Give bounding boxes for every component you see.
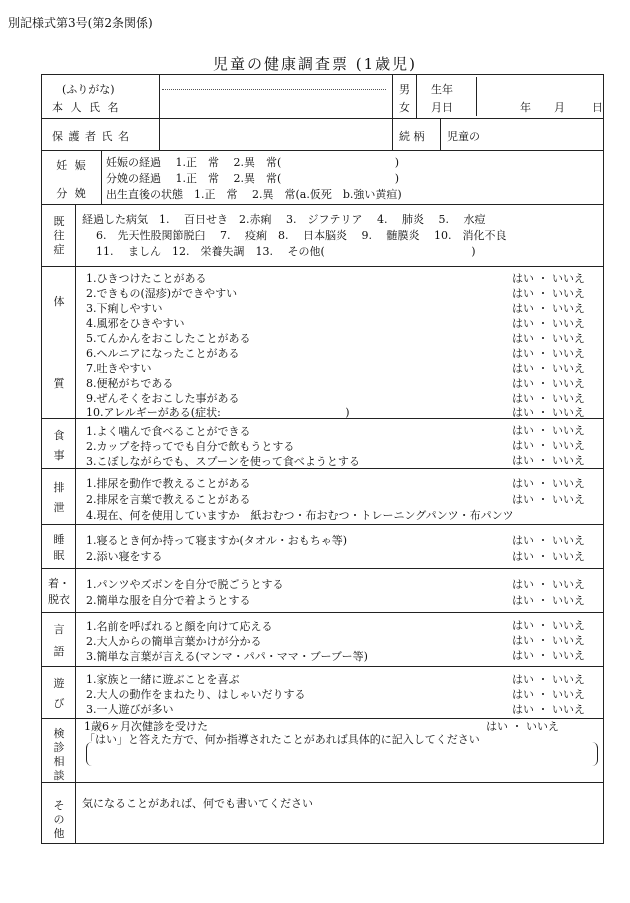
question-item: 1.家族と一緒に遊ぶことを喜ぶ bbox=[86, 673, 240, 686]
yes-no-choice[interactable]: はい ・ いいえ bbox=[512, 703, 585, 716]
checkup-label-4: 談 bbox=[53, 769, 65, 782]
diaper-question[interactable]: 4.現在、何を使用していますか 紙おむつ・布おむつ・トレーニングパンツ・布パンツ bbox=[86, 509, 514, 522]
other-label-3: 他 bbox=[53, 827, 65, 840]
section-excretion bbox=[42, 469, 603, 525]
guardian-name-field[interactable] bbox=[159, 119, 392, 150]
yes-no-choice[interactable]: はい ・ いいえ bbox=[512, 362, 585, 375]
question-item: 7.吐きやすい bbox=[86, 362, 152, 375]
question-item: 1.寝るとき何か持って寝ますか(タオル・おもちゃ等) bbox=[86, 534, 348, 547]
history-label-2: 往 bbox=[53, 229, 65, 242]
yes-no-choice[interactable]: はい ・ いいえ bbox=[486, 720, 559, 733]
yes-no-choice[interactable]: はい ・ いいえ bbox=[512, 392, 585, 405]
constitution-label-1: 体 bbox=[53, 295, 65, 308]
checkup-label-3: 相 bbox=[53, 755, 65, 768]
yes-no-choice[interactable]: はい ・ いいえ bbox=[512, 377, 585, 390]
language-label-2: 語 bbox=[53, 645, 65, 658]
question-item: 8.便秘がちである bbox=[86, 377, 174, 390]
sex-female[interactable]: 女 bbox=[399, 101, 410, 114]
relation-value: 児童の bbox=[447, 130, 480, 143]
play-label-2: び bbox=[53, 697, 65, 710]
other-instruction: 気になることがあれば、何でも書いてください bbox=[82, 797, 313, 810]
section-language bbox=[42, 613, 603, 667]
yes-no-choice[interactable]: はい ・ いいえ bbox=[512, 688, 585, 701]
month-label: 月 bbox=[554, 101, 565, 114]
yes-no-choice[interactable]: はい ・ いいえ bbox=[512, 649, 585, 662]
question-item: 3.こぼしながらでも、スプーンを使って食べようとする bbox=[86, 455, 360, 468]
furigana-label: (ふりがな) bbox=[62, 83, 115, 96]
yes-no-choice[interactable]: はい ・ いいえ bbox=[512, 594, 585, 607]
pregnancy-row bbox=[42, 151, 603, 205]
question-item: 1.よく噛んで食べることができる bbox=[86, 425, 251, 438]
meals-label-2: 事 bbox=[53, 449, 65, 462]
history-line-2[interactable]: 6. 先天性股関節脱臼 7. 疫痢 8. 日本脳炎 9. 髄膜炎 10. 消化不良 bbox=[96, 229, 507, 242]
question-item: 2.簡単な服を自分で着ようとする bbox=[86, 594, 251, 607]
yes-no-choice[interactable]: はい ・ いいえ bbox=[512, 477, 585, 490]
other-label-1: そ bbox=[53, 799, 65, 812]
question-item: 2.大人の動作をまねたり、はしゃいだりする bbox=[86, 688, 306, 701]
language-label-1: 言 bbox=[53, 623, 65, 636]
post-birth-state[interactable]: 出生直後の状態 1.正 常 2.異 常(a.仮死 b.強い黄疸) bbox=[106, 188, 402, 201]
guardian-label: 保 護 者 氏 名 bbox=[52, 130, 130, 143]
question-item: 1.名前を呼ばれると顔を向けて応える bbox=[86, 620, 273, 633]
question-item: 3.簡単な言葉が言える(マンマ・パパ・ママ・ブーブー等) bbox=[86, 650, 368, 663]
question-item: 1.パンツやズボンを自分で脱ごうとする bbox=[86, 578, 284, 591]
constitution-label-2: 質 bbox=[53, 377, 65, 390]
birth-label-2: 月日 bbox=[431, 101, 453, 114]
checkup-question: 1歳6ヶ月次健診を受けた bbox=[84, 720, 208, 733]
birth-label-1: 生年 bbox=[431, 83, 453, 96]
section-dressing bbox=[42, 569, 603, 613]
checkup-label-2: 診 bbox=[53, 741, 65, 754]
pregnancy-course[interactable]: 妊娠の経過 1.正 常 2.異 常( ) bbox=[106, 156, 400, 169]
yes-no-choice[interactable]: はい ・ いいえ bbox=[512, 673, 585, 686]
checkup-details-field[interactable] bbox=[86, 742, 598, 766]
yes-no-choice[interactable]: はい ・ いいえ bbox=[512, 634, 585, 647]
name-field[interactable] bbox=[159, 75, 392, 118]
excretion-label-2: 泄 bbox=[53, 501, 65, 514]
delivery-label: 分 娩 bbox=[56, 187, 88, 200]
checkup-label-1: 検 bbox=[53, 727, 65, 740]
sleep-label-2: 眠 bbox=[53, 549, 65, 562]
question-item: 3.一人遊びが多い bbox=[86, 703, 174, 716]
form-number: 別記様式第3号(第2条関係) bbox=[8, 16, 153, 30]
yes-no-choice[interactable]: はい ・ いいえ bbox=[512, 317, 585, 330]
question-item: 2.添い寝をする bbox=[86, 550, 163, 563]
history-line-3[interactable]: 11. ましん 12. 栄養失調 13. その他( ) bbox=[96, 245, 476, 258]
question-item: 6.ヘルニアになったことがある bbox=[86, 347, 240, 360]
yes-no-choice[interactable]: はい ・ いいえ bbox=[512, 493, 585, 506]
yes-no-choice[interactable]: はい ・ いいえ bbox=[512, 332, 585, 345]
checkup-instruction: 「はい」と答えた方で、何か指導されたことがあれば具体的に記入してください bbox=[84, 733, 480, 746]
health-survey-form bbox=[41, 74, 604, 844]
section-meals bbox=[42, 419, 603, 469]
name-label: 本 人 氏 名 bbox=[52, 101, 121, 114]
section-other bbox=[42, 783, 603, 843]
yes-no-choice[interactable]: はい ・ いいえ bbox=[512, 454, 585, 467]
section-sleep bbox=[42, 525, 603, 569]
other-comments-field[interactable] bbox=[76, 783, 603, 843]
other-label-2: の bbox=[53, 813, 65, 826]
meals-label-1: 食 bbox=[53, 429, 65, 442]
guardian-row bbox=[42, 119, 603, 151]
question-item: 1.ひきつけたことがある bbox=[86, 272, 207, 285]
history-label-1: 既 bbox=[53, 215, 65, 228]
delivery-course[interactable]: 分娩の経過 1.正 常 2.異 常( ) bbox=[106, 172, 400, 185]
day-label: 日 bbox=[592, 101, 603, 114]
section-constitution bbox=[42, 267, 603, 419]
yes-no-choice[interactable]: はい ・ いいえ bbox=[512, 578, 585, 591]
sleep-label-1: 睡 bbox=[53, 533, 65, 546]
section-play bbox=[42, 667, 603, 719]
question-item: 2.カップを持ってでも自分で飲もうとする bbox=[86, 440, 295, 453]
yes-no-choice[interactable]: はい ・ いいえ bbox=[512, 272, 585, 285]
name-row bbox=[42, 75, 603, 119]
history-label-3: 症 bbox=[53, 243, 65, 256]
birthdate-field[interactable] bbox=[416, 75, 603, 118]
question-item: 5.てんかんをおこしたことがある bbox=[86, 332, 251, 345]
relation-field[interactable] bbox=[440, 119, 603, 150]
form-title: 児童の健康調査票 (1歳児) bbox=[212, 55, 418, 73]
medical-history-row bbox=[42, 205, 603, 267]
pregnancy-label: 妊 娠 bbox=[56, 159, 88, 172]
relation-label: 続 柄 bbox=[399, 130, 425, 143]
excretion-label-1: 排 bbox=[53, 481, 65, 494]
yes-no-choice[interactable]: はい ・ いいえ bbox=[512, 302, 585, 315]
dressing-label-1: 着・ bbox=[48, 577, 70, 590]
yes-no-choice[interactable]: はい ・ いいえ bbox=[512, 347, 585, 360]
yes-no-choice[interactable]: はい ・ いいえ bbox=[512, 287, 585, 300]
yes-no-choice[interactable]: はい ・ いいえ bbox=[512, 406, 585, 419]
question-item: 2.排尿を言葉で教えることがある bbox=[86, 493, 251, 506]
section-checkup bbox=[42, 719, 603, 783]
history-line-1[interactable]: 経過した病気 1. 百日せき 2.赤痢 3. ジフテリア 4. 肺炎 5. 水痘 bbox=[82, 213, 486, 226]
yes-no-choice[interactable]: はい ・ いいえ bbox=[512, 439, 585, 452]
question-item: 3.下痢しやすい bbox=[86, 302, 163, 315]
question-item: 10.アレルギーがある(症状: ) bbox=[86, 406, 350, 419]
year-label: 年 bbox=[520, 101, 531, 114]
question-item: 2.大人からの簡単言葉かけが分かる bbox=[86, 635, 262, 648]
yes-no-choice[interactable]: はい ・ いいえ bbox=[512, 550, 585, 563]
sex-male[interactable]: 男 bbox=[399, 83, 410, 96]
yes-no-choice[interactable]: はい ・ いいえ bbox=[512, 619, 585, 632]
question-item: 1.排尿を動作で教えることがある bbox=[86, 477, 251, 490]
question-item: 2.できもの(湿疹)ができやすい bbox=[86, 287, 238, 300]
question-item: 9.ぜんそくをおこした事がある bbox=[86, 392, 240, 405]
sex-select[interactable] bbox=[392, 75, 416, 118]
yes-no-choice[interactable]: はい ・ いいえ bbox=[512, 534, 585, 547]
question-item: 4.風邪をひきやすい bbox=[86, 317, 185, 330]
yes-no-choice[interactable]: はい ・ いいえ bbox=[512, 424, 585, 437]
play-label-1: 遊 bbox=[53, 677, 65, 690]
dressing-label-2: 脱衣 bbox=[48, 593, 70, 606]
